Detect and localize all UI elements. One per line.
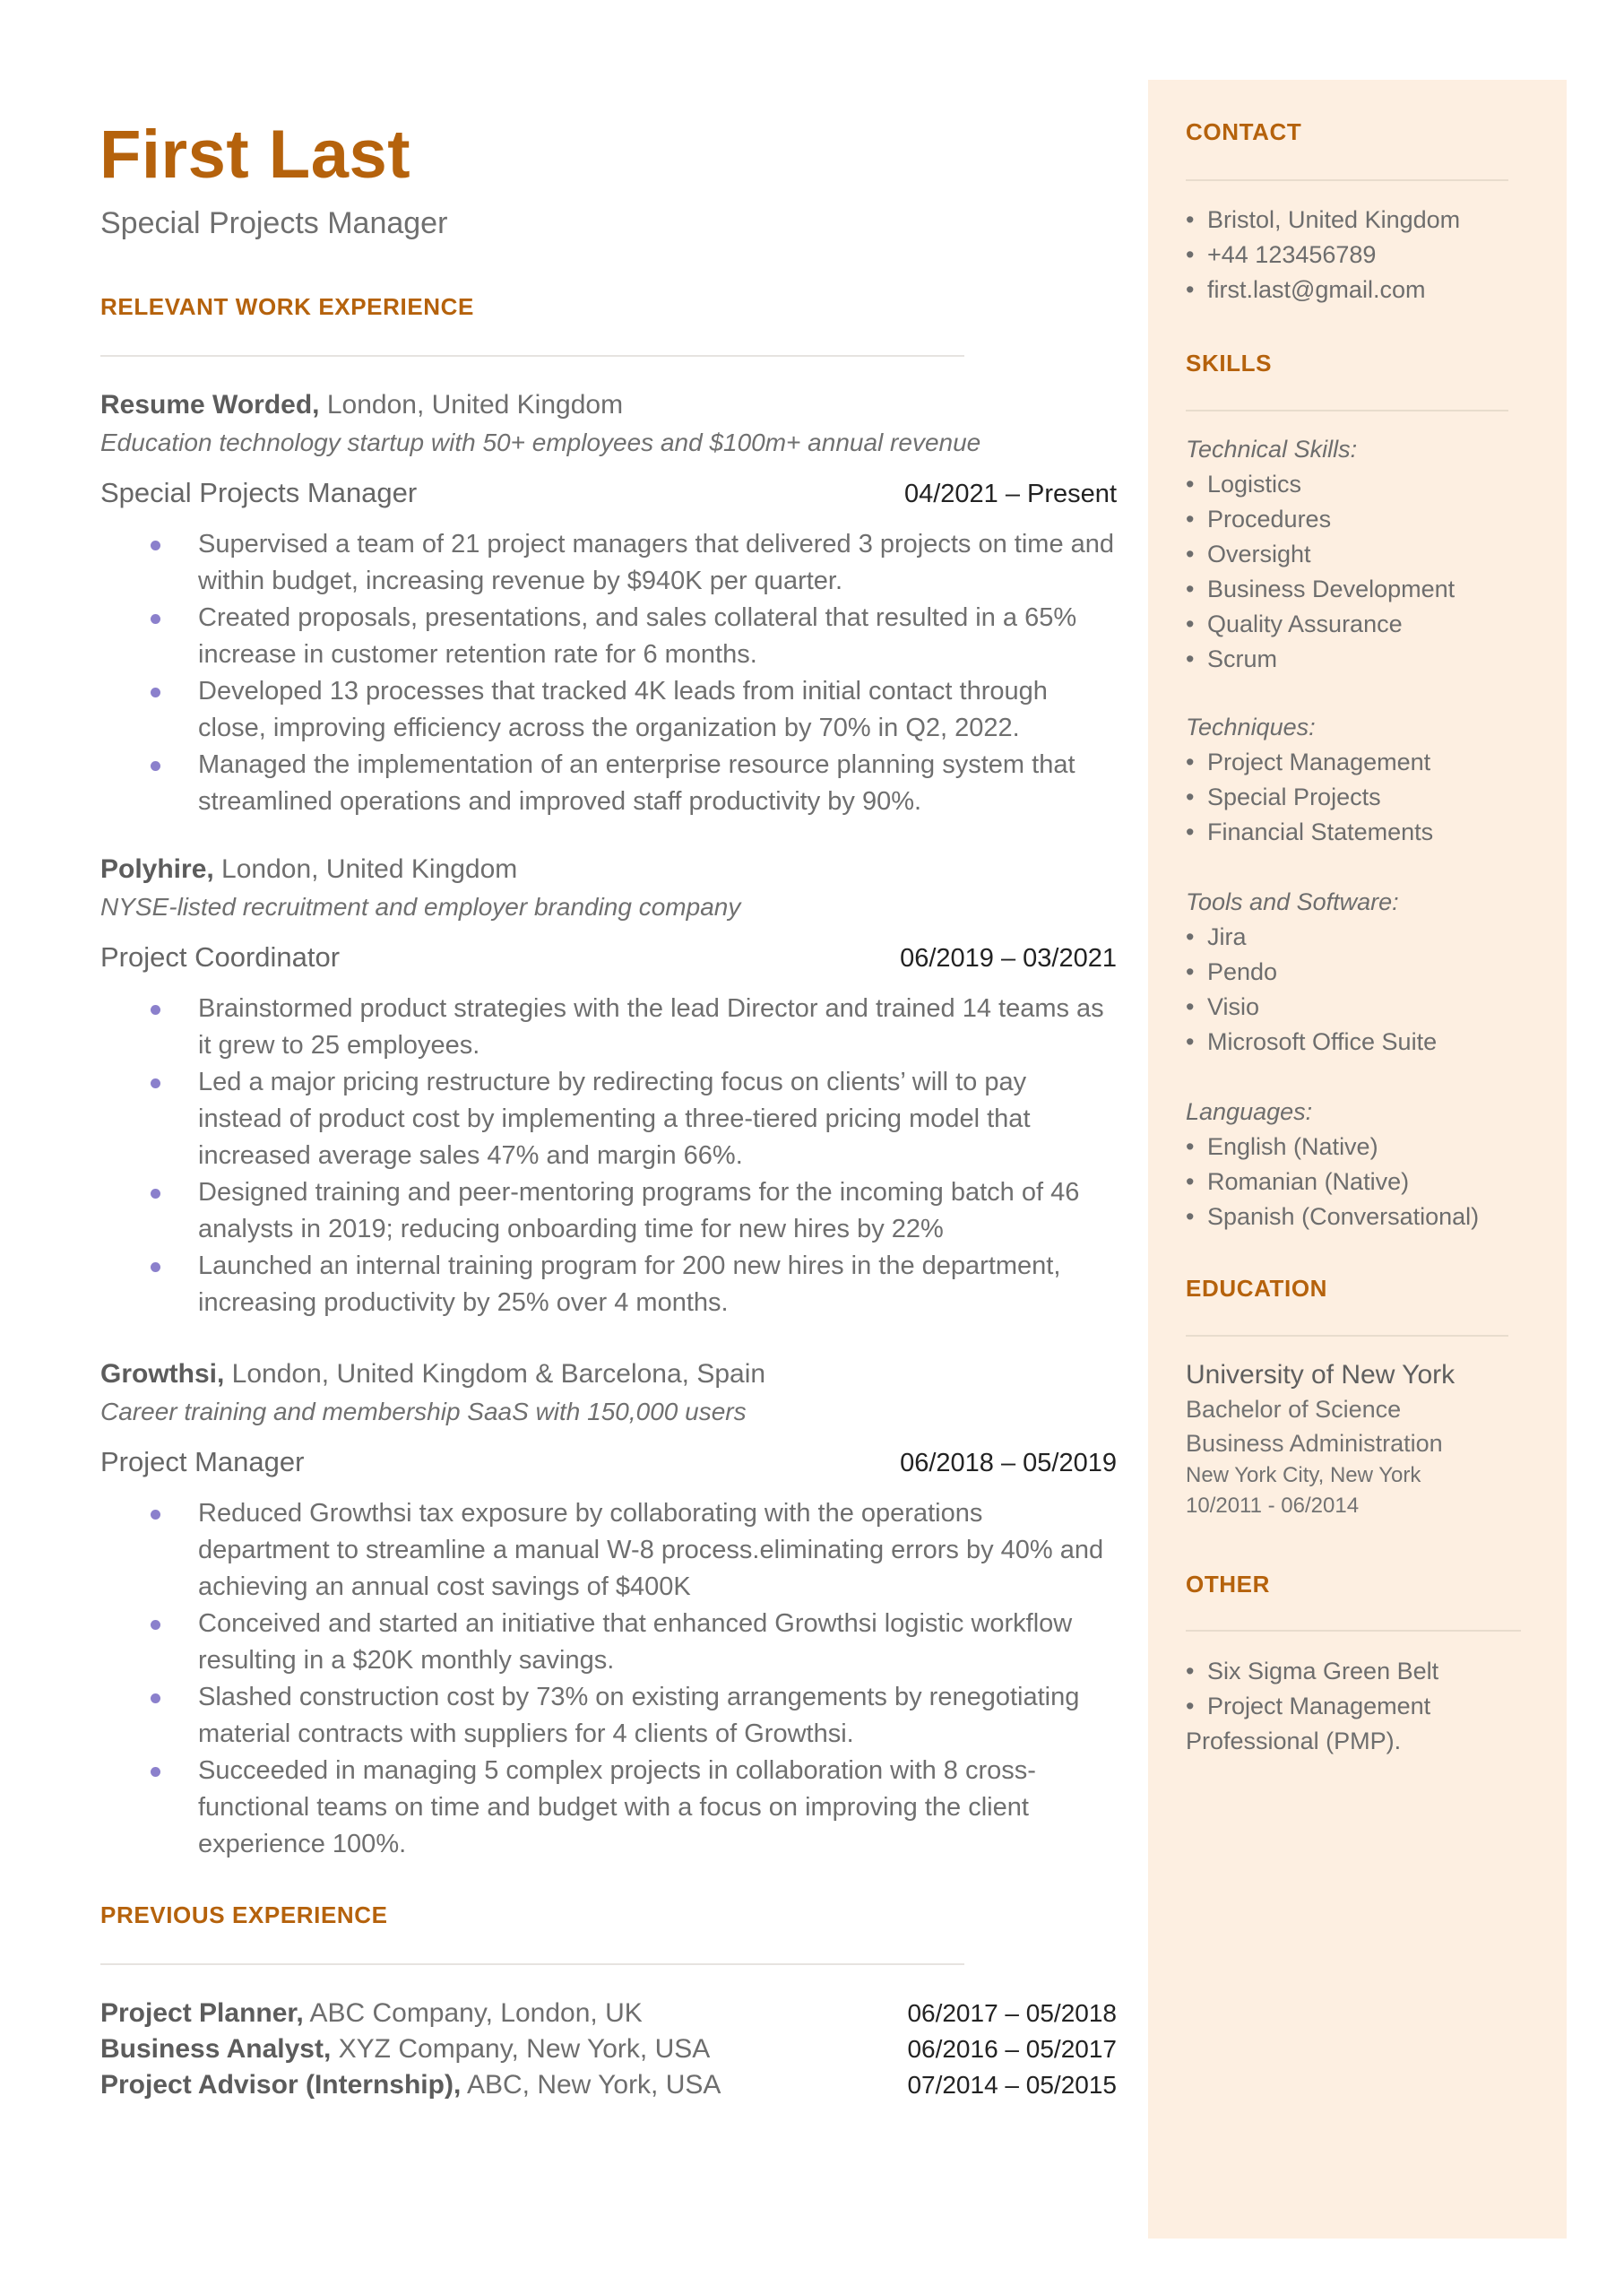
bullet-dot-icon — [151, 1693, 160, 1703]
bullet-icon: • — [1186, 923, 1195, 950]
bullet-icon: • — [1186, 818, 1195, 845]
bullet-icon: • — [1186, 958, 1195, 985]
achievement-item — [100, 1248, 1117, 1321]
bullet-icon: • — [1186, 611, 1195, 637]
bullet-icon: • — [1186, 471, 1195, 498]
previous-role: Project Advisor (Internship), — [100, 2070, 462, 2100]
section-heading-education: EDUCATION — [1186, 1275, 1328, 1302]
skill-text: English (Native) — [1207, 1133, 1378, 1160]
bullet-dot-icon — [151, 1620, 160, 1630]
skill-item — [1186, 1199, 1553, 1234]
skill-item — [1186, 1025, 1553, 1060]
other-text: Six Sigma Green Belt — [1207, 1658, 1439, 1684]
achievement-text: Launched an internal training program for 200 new hires in the department, increasing productivity by 25% over 4 months. — [198, 1251, 1061, 1317]
bullet-dot-icon — [151, 761, 160, 771]
section-divider — [100, 355, 964, 357]
contact-phone — [1186, 238, 1553, 273]
achievement-item — [100, 747, 1117, 820]
company-location: London, United Kingdom & Barcelona, Spain — [224, 1359, 766, 1389]
company-description: Education technology startup with 50+ employees and $100m+ annual revenue — [100, 429, 981, 456]
section-heading-other: OTHER — [1186, 1571, 1270, 1598]
bullet-icon: • — [1186, 1693, 1195, 1719]
skill-text: Microsoft Office Suite — [1207, 1028, 1438, 1055]
role-row — [100, 940, 1117, 976]
bullet-icon: • — [1186, 749, 1195, 775]
skill-text: Visio — [1207, 993, 1260, 1020]
achievement-text: Led a major pricing restructure by redirecting focus on clients’ will to pay instead of product cost by implementing a three-tiered pricing model that increased average sales 47% and margin 66%. — [198, 1068, 1031, 1170]
candidate-name: First Last — [99, 117, 411, 193]
skills-languages — [1186, 1095, 1553, 1234]
contact-list — [1186, 203, 1553, 307]
achievement-text: Reduced Growthsi tax exposure by collaborating with the operations department to streamline a manual W-8 process.eliminating errors by 40% and achieving an annual cost savings of $400K — [198, 1499, 1104, 1601]
achievement-item — [100, 526, 1117, 600]
section-heading-skills: SKILLS — [1186, 350, 1273, 377]
achievement-text: Managed the implementation of an enterprise resource planning system that streamlined operations and improved staff productivity by 90%. — [198, 750, 1075, 816]
achievement-item — [100, 991, 1117, 1064]
achievement-item — [100, 673, 1117, 747]
job-role: Special Projects Manager — [100, 477, 418, 508]
achievement-text: Succeeded in managing 5 complex projects in collaboration with 8 cross-functional teams on time and budget with a focus on improving the client experience 100%. — [198, 1756, 1036, 1858]
previous-dates: 07/2014 – 05/2015 — [907, 2071, 1117, 2099]
role-row — [100, 475, 1117, 512]
achievement-item — [100, 1064, 1117, 1174]
section-heading-previous-experience: PREVIOUS EXPERIENCE — [100, 1901, 388, 1928]
previous-dates: 06/2016 – 05/2017 — [907, 2035, 1117, 2063]
skill-item — [1186, 642, 1553, 677]
skill-text: Romanian (Native) — [1207, 1168, 1410, 1195]
bullet-icon: • — [1186, 241, 1195, 268]
achievement-item — [100, 1174, 1117, 1248]
bullet-dot-icon — [151, 541, 160, 550]
achievement-text: Slashed construction cost by 73% on existing arrangements by renegotiating material contracts with suppliers for 4 clients of Growthsi. — [198, 1683, 1080, 1748]
bullet-dot-icon — [151, 1510, 160, 1520]
education-field: Business Administration — [1186, 1430, 1443, 1457]
achievement-text: Brainstormed product strategies with the lead Director and trained 14 teams as it grew to 25 employees. — [198, 994, 1104, 1060]
skills-category-label: Techniques: — [1186, 714, 1316, 740]
achievement-text: Designed training and peer-mentoring programs for the incoming batch of 46 analysts in 2019; reducing onboarding time for new hires by 22% — [198, 1178, 1080, 1243]
previous-company: ABC, New York, USA — [461, 2070, 721, 2100]
previous-role: Project Planner, — [100, 1998, 304, 2028]
section-divider — [100, 1963, 964, 1965]
skill-text: Quality Assurance — [1207, 611, 1403, 637]
skill-item — [1186, 1165, 1553, 1199]
bullet-dot-icon — [151, 1078, 160, 1088]
job-dates: 04/2021 – Present — [903, 480, 1117, 508]
previous-company: ABC Company, London, UK — [303, 1998, 643, 2028]
bullet-icon: • — [1186, 276, 1195, 303]
bullet-dot-icon — [151, 1767, 160, 1777]
skill-item — [1186, 990, 1553, 1025]
skill-item — [1186, 537, 1553, 572]
contact-location — [1186, 203, 1553, 238]
skill-item — [1186, 920, 1553, 955]
skills-category-label: Languages: — [1186, 1098, 1313, 1125]
company-name: Growthsi, — [100, 1359, 225, 1389]
contact-phone-text: +44 123456789 — [1207, 241, 1377, 268]
achievement-list — [100, 991, 1117, 1321]
achievement-text: Developed 13 processes that tracked 4K leads from initial contact through close, improving efficiency across the organization by 70% in Q2, 2022. — [198, 677, 1048, 742]
skill-item — [1186, 467, 1553, 502]
achievement-item — [100, 1679, 1117, 1753]
skill-text: Financial Statements — [1207, 818, 1434, 845]
section-heading-contact: CONTACT — [1186, 118, 1302, 145]
section-divider — [1186, 1630, 1521, 1632]
section-heading-relevant-experience: RELEVANT WORK EXPERIENCE — [100, 293, 474, 320]
achievement-text: Supervised a team of 21 project managers that delivered 3 projects on time and within budget, increasing revenue by $940K per quarter. — [198, 530, 1115, 595]
skill-text: Procedures — [1207, 506, 1332, 533]
skill-item — [1186, 1130, 1553, 1165]
job-entry-polyhire — [100, 852, 1117, 1321]
job-role: Project Coordinator — [100, 941, 341, 973]
section-divider — [1186, 179, 1508, 181]
education-degree: Bachelor of Science — [1186, 1396, 1402, 1423]
achievement-item — [100, 600, 1117, 673]
candidate-title: Special Projects Manager — [100, 206, 448, 240]
other-list — [1186, 1654, 1553, 1759]
section-divider — [1186, 410, 1508, 411]
job-company-line — [100, 1356, 1117, 1392]
previous-role-row — [100, 1996, 1117, 2031]
company-location: London, United Kingdom — [213, 854, 518, 884]
achievement-item — [100, 1606, 1117, 1679]
other-item — [1186, 1689, 1553, 1724]
company-description: Career training and membership SaaS with 150,000 users — [100, 1398, 747, 1425]
bullet-icon: • — [1186, 645, 1195, 672]
job-dates: 06/2018 – 05/2019 — [900, 1449, 1117, 1477]
skill-text: Pendo — [1207, 958, 1278, 985]
company-name: Resume Worded, — [100, 390, 320, 420]
previous-role-row — [100, 2067, 1117, 2103]
job-entry-growthsi — [100, 1356, 1117, 1863]
bullet-dot-icon — [151, 1005, 160, 1015]
previous-experience-list — [100, 1996, 1117, 2103]
bullet-icon: • — [1186, 576, 1195, 602]
skills-tools — [1186, 885, 1553, 1060]
bullet-dot-icon — [151, 1189, 160, 1199]
other-item-continuation: Professional (PMP). — [1186, 1728, 1402, 1754]
job-entry-resume-worded — [100, 387, 1117, 820]
skill-text: Scrum — [1207, 645, 1278, 672]
skill-item — [1186, 780, 1553, 815]
skill-text: Special Projects — [1207, 784, 1381, 810]
skill-item — [1186, 607, 1553, 642]
education-school: University of New York — [1186, 1360, 1456, 1390]
sidebar — [1148, 80, 1567, 2239]
skill-text: Jira — [1207, 923, 1247, 950]
bullet-icon: • — [1186, 1658, 1195, 1684]
job-company-line — [100, 387, 1117, 423]
previous-dates: 06/2017 – 05/2018 — [907, 1999, 1117, 2027]
company-location: London, United Kingdom — [319, 390, 624, 420]
skill-text: Spanish (Conversational) — [1207, 1203, 1480, 1230]
contact-email-link[interactable]: first.last@gmail.com — [1207, 276, 1426, 303]
previous-role-row — [100, 2031, 1117, 2067]
contact-location-text: Bristol, United Kingdom — [1207, 206, 1461, 233]
education-entry — [1186, 1358, 1455, 1521]
bullet-icon: • — [1186, 506, 1195, 533]
skill-item — [1186, 745, 1553, 780]
other-text: Project Management — [1207, 1693, 1431, 1719]
other-item — [1186, 1654, 1553, 1689]
skill-item — [1186, 572, 1553, 607]
bullet-icon: • — [1186, 1203, 1195, 1230]
previous-company: XYZ Company, New York, USA — [331, 2034, 711, 2064]
skill-text: Business Development — [1207, 576, 1456, 602]
skill-text: Project Management — [1207, 749, 1431, 775]
company-description: NYSE-listed recruitment and employer branding company — [100, 893, 741, 921]
achievement-list — [100, 526, 1117, 820]
company-name: Polyhire, — [100, 854, 214, 884]
skills-category-label: Tools and Software: — [1186, 888, 1399, 915]
skill-text: Logistics — [1207, 471, 1302, 498]
skill-item — [1186, 815, 1553, 850]
skills-category-label: Technical Skills: — [1186, 436, 1358, 463]
section-divider — [1186, 1335, 1508, 1337]
bullet-icon: • — [1186, 206, 1195, 233]
achievement-list — [100, 1495, 1117, 1863]
bullet-dot-icon — [151, 1262, 160, 1272]
bullet-icon: • — [1186, 784, 1195, 810]
achievement-text: Conceived and started an initiative that enhanced Growthsi logistic workflow resulting in a $20K monthly savings. — [198, 1609, 1073, 1675]
skills-technical — [1186, 432, 1553, 677]
education-location: New York City, New York — [1186, 1463, 1421, 1487]
job-company-line — [100, 852, 1117, 888]
bullet-icon: • — [1186, 541, 1195, 567]
achievement-item — [100, 1495, 1117, 1606]
achievement-text: Created proposals, presentations, and sales collateral that resulted in a 65% increase in customer retention rate for 6 months. — [198, 603, 1077, 669]
bullet-icon: • — [1186, 993, 1195, 1020]
job-dates: 06/2019 – 03/2021 — [900, 944, 1117, 973]
job-role: Project Manager — [100, 1446, 305, 1477]
bullet-icon: • — [1186, 1133, 1195, 1160]
role-row — [100, 1444, 1117, 1481]
skill-item — [1186, 955, 1553, 990]
achievement-item — [100, 1753, 1117, 1863]
skills-techniques — [1186, 710, 1553, 850]
bullet-dot-icon — [151, 688, 160, 697]
bullet-icon: • — [1186, 1028, 1195, 1055]
skill-item — [1186, 502, 1553, 537]
bullet-dot-icon — [151, 614, 160, 624]
contact-email[interactable] — [1186, 273, 1553, 307]
education-dates: 10/2011 - 06/2014 — [1186, 1494, 1360, 1518]
bullet-icon: • — [1186, 1168, 1195, 1195]
previous-role: Business Analyst, — [100, 2034, 332, 2064]
skill-text: Oversight — [1207, 541, 1311, 567]
